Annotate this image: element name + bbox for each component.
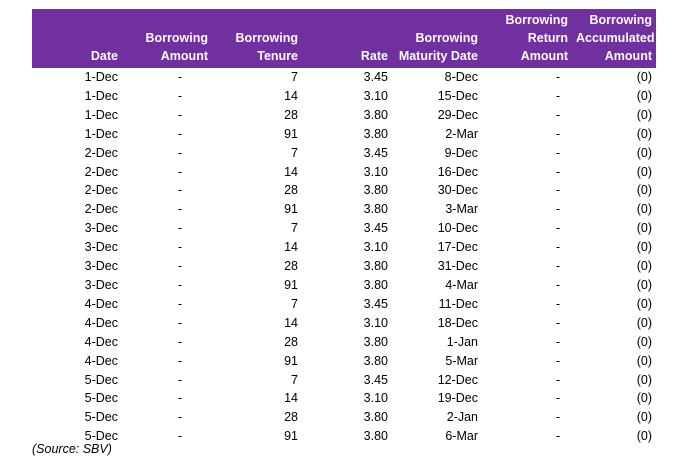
cell-accumulated-amount: (0) [636, 391, 652, 406]
table-row [32, 87, 656, 106]
cell-rate: 3.45 [363, 372, 388, 387]
cell-borrowing-tenure: 14 [284, 88, 298, 103]
cell-accumulated-amount: (0) [636, 126, 652, 141]
cell-borrowing-tenure: 7 [291, 70, 298, 84]
cell-date: 2-Dec [84, 164, 118, 179]
cell-rate: 3.45 [363, 296, 388, 311]
cell-maturity-date: 30-Dec [437, 183, 478, 198]
cell-maturity-date: 2-Jan [446, 410, 478, 425]
cell-rate: 3.80 [363, 334, 388, 349]
cell-rate: 3.10 [363, 240, 388, 255]
cell-rate: 3.80 [363, 126, 388, 141]
cell-return-amount: - [555, 88, 561, 103]
cell-borrowing-tenure: 91 [284, 277, 298, 292]
cell-maturity-date: 4-Mar [445, 277, 478, 292]
cell-maturity-date: 1-Jan [446, 334, 478, 349]
cell-borrowing-tenure: 7 [291, 372, 298, 387]
table-row [32, 68, 656, 87]
table-row [32, 125, 656, 144]
cell-accumulated-amount: (0) [636, 315, 652, 330]
cell-accumulated-amount: (0) [636, 221, 652, 236]
cell-return-amount: - [555, 277, 561, 292]
cell-borrowing-tenure: 14 [284, 315, 298, 330]
cell-return-amount: - [555, 353, 561, 368]
cell-rate: 3.80 [363, 353, 388, 368]
cell-maturity-date: 8-Dec [444, 70, 478, 84]
table-row [32, 257, 656, 276]
cell-maturity-date: 31-Dec [437, 259, 478, 274]
cell-date: 2-Dec [84, 183, 118, 198]
cell-rate: 3.10 [363, 164, 388, 179]
cell-return-amount: - [555, 145, 561, 160]
cell-maturity-date: 9-Dec [444, 145, 478, 160]
table-row [32, 181, 656, 200]
cell-date: 2-Dec [84, 145, 118, 160]
cell-maturity-date: 10-Dec [437, 221, 478, 236]
cell-borrowing-tenure: 14 [284, 164, 298, 179]
cell-borrowing-amount: - [177, 145, 183, 160]
cell-accumulated-amount: (0) [636, 70, 652, 84]
cell-rate: 3.80 [363, 410, 388, 425]
cell-borrowing-amount: - [177, 429, 183, 444]
table-row [32, 389, 656, 408]
cell-accumulated-amount: (0) [636, 107, 652, 122]
header-borrowing-tenure: Borrowing Tenure [212, 9, 302, 68]
cell-borrowing-tenure: 7 [291, 296, 298, 311]
cell-borrowing-tenure: 7 [291, 145, 298, 160]
table-row [32, 144, 656, 163]
header-borrowing-amount: Borrowing Amount [122, 9, 212, 68]
header-accumulated-amount: Borrowing Accumulated Amount [572, 9, 656, 68]
cell-accumulated-amount: (0) [636, 145, 652, 160]
cell-maturity-date: 17-Dec [437, 240, 478, 255]
cell-borrowing-tenure: 28 [284, 183, 298, 198]
cell-maturity-date: 15-Dec [437, 88, 478, 103]
cell-borrowing-amount: - [177, 221, 183, 236]
cell-borrowing-tenure: 7 [291, 221, 298, 236]
cell-borrowing-amount: - [177, 70, 183, 84]
cell-borrowing-amount: - [177, 164, 183, 179]
cell-date: 5-Dec [84, 391, 118, 406]
cell-rate: 3.80 [363, 183, 388, 198]
table-row [32, 314, 656, 333]
cell-borrowing-amount: - [177, 315, 183, 330]
header-rate: Rate [302, 9, 392, 68]
cell-borrowing-tenure: 28 [284, 410, 298, 425]
cell-borrowing-amount: - [177, 107, 183, 122]
cell-borrowing-amount: - [177, 391, 183, 406]
cell-borrowing-amount: - [177, 202, 183, 217]
cell-accumulated-amount: (0) [636, 429, 652, 444]
table-row [32, 352, 656, 371]
cell-maturity-date: 16-Dec [437, 164, 478, 179]
cell-accumulated-amount: (0) [636, 353, 652, 368]
cell-date: 3-Dec [84, 277, 118, 292]
table-body [32, 68, 656, 446]
header-date: Date [32, 9, 122, 68]
cell-maturity-date: 19-Dec [437, 391, 478, 406]
source-note: (Source: SBV) [32, 442, 112, 456]
cell-return-amount: - [555, 164, 561, 179]
cell-date: 1-Dec [84, 88, 118, 103]
cell-rate: 3.10 [363, 88, 388, 103]
cell-borrowing-amount: - [177, 259, 183, 274]
table-row [32, 200, 656, 219]
cell-accumulated-amount: (0) [636, 259, 652, 274]
cell-maturity-date: 29-Dec [437, 107, 478, 122]
table-row [32, 371, 656, 390]
cell-date: 1-Dec [84, 107, 118, 122]
cell-borrowing-amount: - [177, 296, 183, 311]
cell-borrowing-tenure: 91 [284, 202, 298, 217]
cell-borrowing-tenure: 28 [284, 259, 298, 274]
cell-borrowing-tenure: 14 [284, 391, 298, 406]
cell-date: 4-Dec [84, 334, 118, 349]
cell-accumulated-amount: (0) [636, 296, 652, 311]
cell-rate: 3.80 [363, 202, 388, 217]
cell-accumulated-amount: (0) [636, 240, 652, 255]
cell-rate: 3.80 [363, 429, 388, 444]
cell-date: 3-Dec [84, 221, 118, 236]
borrowing-table [32, 9, 656, 446]
table-row [32, 295, 656, 314]
cell-return-amount: - [555, 183, 561, 198]
cell-return-amount: - [555, 296, 561, 311]
table-header [32, 9, 656, 68]
cell-date: 4-Dec [84, 296, 118, 311]
cell-return-amount: - [555, 240, 561, 255]
cell-borrowing-amount: - [177, 372, 183, 387]
cell-return-amount: - [555, 259, 561, 274]
cell-accumulated-amount: (0) [636, 372, 652, 387]
table-row [32, 219, 656, 238]
cell-return-amount: - [555, 126, 561, 141]
header-return-amount: Borrowing Return Amount [482, 9, 572, 68]
cell-return-amount: - [555, 202, 561, 217]
cell-accumulated-amount: (0) [636, 164, 652, 179]
cell-borrowing-amount: - [177, 353, 183, 368]
cell-borrowing-amount: - [177, 88, 183, 103]
cell-accumulated-amount: (0) [636, 334, 652, 349]
header-maturity-date: Borrowing Maturity Date [392, 9, 482, 68]
cell-return-amount: - [555, 334, 561, 349]
cell-borrowing-tenure: 91 [284, 353, 298, 368]
cell-maturity-date: 18-Dec [437, 315, 478, 330]
cell-return-amount: - [555, 391, 561, 406]
cell-date: 5-Dec [84, 410, 118, 425]
cell-date: 4-Dec [84, 315, 118, 330]
cell-accumulated-amount: (0) [636, 410, 652, 425]
table-row [32, 238, 656, 257]
cell-borrowing-tenure: 28 [284, 334, 298, 349]
cell-date: 3-Dec [84, 240, 118, 255]
cell-maturity-date: 2-Mar [445, 126, 478, 141]
cell-maturity-date: 5-Mar [445, 353, 478, 368]
table-row [32, 333, 656, 352]
table-row [32, 427, 656, 446]
cell-rate: 3.10 [363, 391, 388, 406]
cell-rate: 3.45 [363, 221, 388, 236]
cell-return-amount: - [555, 70, 561, 84]
cell-borrowing-amount: - [177, 334, 183, 349]
table-row [32, 106, 656, 125]
table-row [32, 163, 656, 182]
cell-maturity-date: 6-Mar [445, 429, 478, 444]
cell-rate: 3.45 [363, 145, 388, 160]
cell-borrowing-amount: - [177, 410, 183, 425]
cell-return-amount: - [555, 410, 561, 425]
cell-accumulated-amount: (0) [636, 202, 652, 217]
cell-maturity-date: 11-Dec [438, 296, 478, 311]
cell-borrowing-tenure: 91 [284, 126, 298, 141]
cell-borrowing-amount: - [177, 183, 183, 198]
cell-return-amount: - [555, 221, 561, 236]
cell-borrowing-amount: - [177, 126, 183, 141]
cell-date: 3-Dec [84, 259, 118, 274]
table-row [32, 276, 656, 295]
cell-maturity-date: 12-Dec [437, 372, 478, 387]
cell-return-amount: - [555, 429, 561, 444]
cell-accumulated-amount: (0) [636, 183, 652, 198]
cell-rate: 3.80 [363, 107, 388, 122]
cell-rate: 3.80 [363, 259, 388, 274]
cell-return-amount: - [555, 372, 561, 387]
cell-return-amount: - [555, 315, 561, 330]
cell-return-amount: - [555, 107, 561, 122]
cell-rate: 3.45 [363, 70, 388, 84]
cell-maturity-date: 3-Mar [445, 202, 478, 217]
cell-date: 5-Dec [84, 372, 118, 387]
table-row [32, 408, 656, 427]
cell-borrowing-tenure: 91 [284, 429, 298, 444]
cell-borrowing-tenure: 28 [284, 107, 298, 122]
header-row [32, 9, 656, 68]
cell-accumulated-amount: (0) [636, 88, 652, 103]
cell-date: 1-Dec [84, 126, 118, 141]
cell-date: 5-Dec [84, 429, 118, 444]
cell-date: 2-Dec [84, 202, 118, 217]
cell-date: 4-Dec [84, 353, 118, 368]
cell-borrowing-tenure: 14 [284, 240, 298, 255]
cell-borrowing-amount: - [177, 277, 183, 292]
cell-rate: 3.80 [363, 277, 388, 292]
cell-date: 1-Dec [84, 70, 118, 84]
borrowing-table-container [32, 9, 656, 446]
cell-accumulated-amount: (0) [636, 277, 652, 292]
cell-rate: 3.10 [363, 315, 388, 330]
cell-borrowing-amount: - [177, 240, 183, 255]
